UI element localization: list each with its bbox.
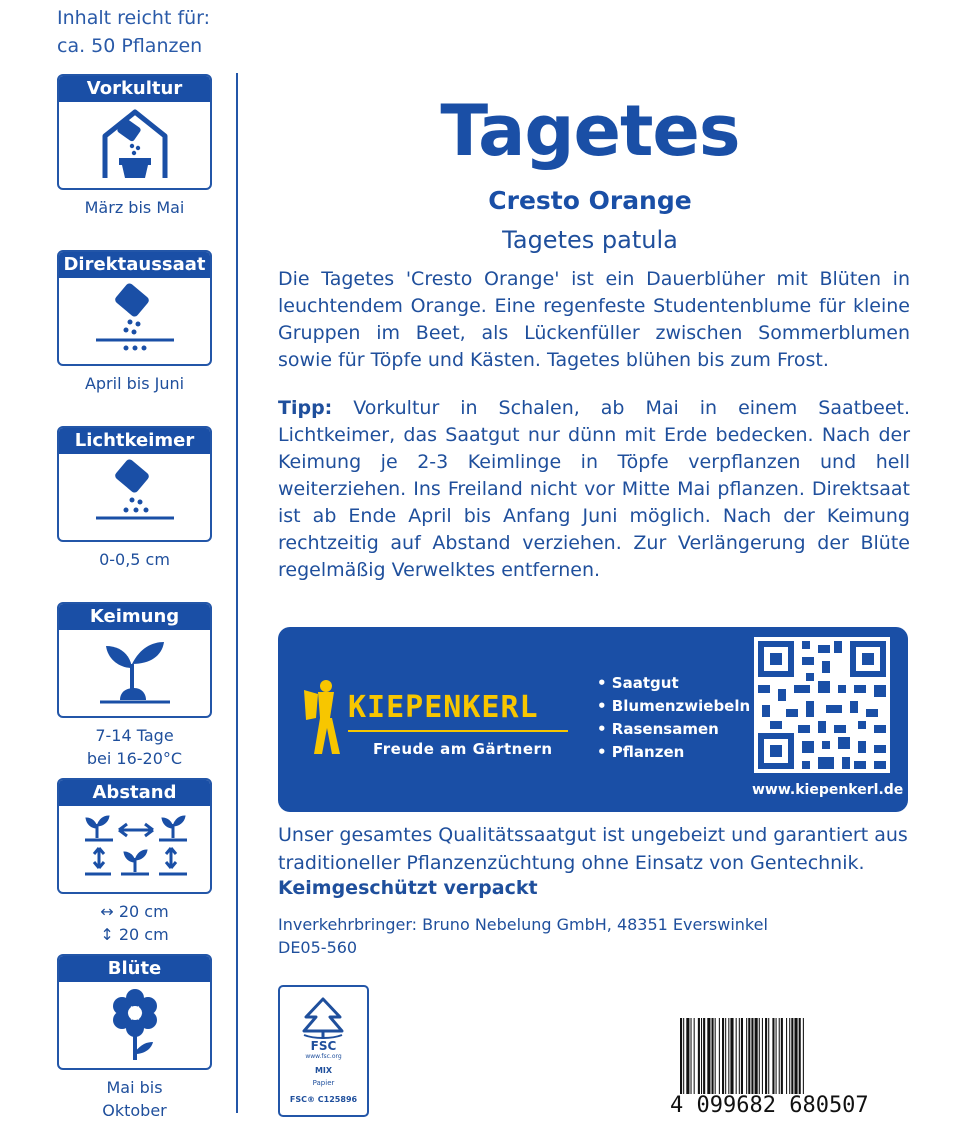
barcode-bar bbox=[786, 1018, 787, 1094]
product-item: • Blumenzwiebeln bbox=[597, 697, 751, 715]
barcode-bar bbox=[776, 1018, 777, 1094]
barcode-bar bbox=[686, 1018, 689, 1094]
card-box bbox=[57, 250, 212, 366]
card-caption bbox=[57, 724, 212, 770]
tip-text: Vorkultur in Schalen, ab Mai in einem Saatbeet. Lichtkeimer, das Saatgut nur dünn mit Erde bedecken. Nach der Keimung je 2-3 Keimlinge in Töpfe verpflanzen und hell weiterziehen. Ins Freiland nicht vor Mitte Mai pflanzen. Direktsaat ist ab Ende April bis Anfang Juni möglich. Nach der Keimung rechtzeitig auf Abstand verziehen. Zur Verlängerung der Blüte regelmäßig Verwelktes entfernen. bbox=[278, 397, 910, 581]
barcode-bar bbox=[683, 1018, 684, 1094]
card-bluete bbox=[57, 954, 212, 1122]
seed-packet-sowing-icon bbox=[59, 278, 210, 362]
card-box bbox=[57, 74, 212, 190]
barcode-bar bbox=[803, 1018, 804, 1094]
capacity-line-1: Inhalt reicht für: bbox=[57, 7, 211, 29]
card-caption: 0-0,5 cm bbox=[99, 550, 170, 569]
product-item: • Rasensamen bbox=[597, 720, 719, 738]
fsc-text: FSC bbox=[310, 1039, 337, 1053]
caption-line: Oktober bbox=[102, 1101, 167, 1120]
distributor-code: DE05-560 bbox=[278, 938, 358, 957]
card-title: Keimung bbox=[59, 604, 210, 630]
barcode bbox=[680, 1018, 908, 1094]
divider-line bbox=[236, 73, 238, 1113]
card-abstand bbox=[57, 778, 212, 946]
barcode-bar bbox=[791, 1018, 793, 1094]
brand-rule bbox=[348, 730, 568, 732]
barcode-bar bbox=[772, 1018, 774, 1094]
latin-name: Tagetes patula bbox=[502, 226, 678, 254]
product-title: Tagetes bbox=[440, 90, 740, 172]
card-title: Vorkultur bbox=[59, 76, 210, 102]
barcode-bar bbox=[728, 1018, 729, 1094]
barcode-bar bbox=[707, 1018, 710, 1094]
barcode-bar bbox=[762, 1018, 763, 1094]
barcode-bar bbox=[799, 1018, 801, 1094]
card-lichtkeimer bbox=[57, 426, 212, 571]
card-title: Direktaussaat bbox=[59, 252, 210, 278]
barcode-bar bbox=[712, 1018, 714, 1094]
barcode-bar bbox=[694, 1018, 695, 1094]
website-link[interactable]: www.kiepenkerl.de bbox=[752, 782, 904, 798]
card-keimung bbox=[57, 602, 212, 770]
fsc-code: FSC® C125896 bbox=[289, 1095, 358, 1104]
barcode-bar bbox=[715, 1018, 716, 1094]
barcode-number: 4 099682 680507 bbox=[670, 1093, 869, 1118]
card-vorkultur bbox=[57, 74, 212, 219]
card-caption: April bis Juni bbox=[84, 374, 185, 393]
hiker-logo-icon bbox=[300, 678, 348, 758]
barcode-bar bbox=[719, 1018, 720, 1094]
flower-icon bbox=[59, 982, 210, 1066]
card-title: Abstand bbox=[59, 780, 210, 806]
distributor-line: Inverkehrbringer: Bruno Nebelung GmbH, 48351 Everswinkel bbox=[278, 915, 768, 934]
product-item: • Saatgut bbox=[597, 674, 679, 692]
product-list bbox=[597, 672, 750, 764]
card-box bbox=[57, 954, 212, 1070]
capacity-note bbox=[57, 4, 210, 60]
barcode-bar bbox=[768, 1018, 769, 1094]
barcode-bar bbox=[739, 1018, 740, 1094]
distributor-info bbox=[278, 913, 768, 959]
barcode-bar bbox=[741, 1018, 743, 1094]
brand-slogan: Freude am Gärtnern bbox=[373, 740, 553, 758]
barcode-bar bbox=[703, 1018, 705, 1094]
card-title: Lichtkeimer bbox=[59, 428, 210, 454]
barcode-bar bbox=[759, 1018, 760, 1094]
fsc-paper: Papier bbox=[312, 1079, 335, 1087]
capacity-line-2: ca. 50 Pflanzen bbox=[57, 35, 203, 57]
card-box bbox=[57, 778, 212, 894]
barcode-bar bbox=[698, 1018, 700, 1094]
card-box bbox=[57, 602, 212, 718]
quality-text: Unser gesamtes Qualitätssaatgut ist ungebeizt und garantiert aus traditioneller Pflanzenzüchtung ohne Einsatz von Gentechnik. bbox=[278, 824, 908, 874]
barcode-bar bbox=[781, 1018, 783, 1094]
caption-line: 7-14 Tage bbox=[95, 726, 174, 745]
caption-line: ↔ 20 cm bbox=[100, 902, 169, 921]
description: Die Tagetes 'Cresto Orange' ist ein Dauerblüher mit Blüten in leuchtendem Orange. Eine regenfeste Studentenblume für kleine Gruppen im Beet, als Lückenfüller zwischen Sommerblumen sowie für Töpfe und Kästen. Tagetes blühen bis zum Frost. bbox=[278, 268, 910, 371]
barcode-bar bbox=[730, 1018, 733, 1094]
caption-line: ↕ 20 cm bbox=[100, 925, 169, 944]
seed-packet-surface-icon bbox=[59, 454, 210, 538]
barcode-bar bbox=[794, 1018, 797, 1094]
card-caption bbox=[57, 900, 212, 946]
barcode-bar bbox=[746, 1018, 747, 1094]
barcode-bar bbox=[725, 1018, 726, 1094]
fsc-tree-icon bbox=[296, 995, 350, 1039]
barcode-bar bbox=[722, 1018, 724, 1094]
qr-code-icon[interactable] bbox=[754, 637, 890, 773]
barcode-bar bbox=[748, 1018, 750, 1094]
card-title: Blüte bbox=[59, 956, 210, 982]
barcode-bar bbox=[736, 1018, 737, 1094]
barcode-bar bbox=[789, 1018, 790, 1094]
caption-line: bei 16-20°C bbox=[86, 749, 183, 768]
spacing-icon bbox=[59, 806, 210, 890]
caption-line: Mai bis bbox=[106, 1078, 163, 1097]
card-caption: März bis Mai bbox=[84, 198, 185, 217]
card-box bbox=[57, 426, 212, 542]
barcode-bar bbox=[751, 1018, 753, 1094]
product-item: • Pflanzen bbox=[597, 743, 685, 761]
protect-text: Keimgeschützt verpackt bbox=[278, 877, 538, 899]
barcode-bar bbox=[680, 1018, 682, 1094]
fsc-label bbox=[278, 985, 369, 1117]
tip-paragraph bbox=[278, 395, 910, 584]
card-direktaussaat bbox=[57, 250, 212, 395]
fsc-site: www.fsc.org bbox=[305, 1053, 342, 1060]
fsc-mix: MIX bbox=[314, 1066, 333, 1075]
seedling-icon bbox=[59, 630, 210, 714]
greenhouse-pot-icon bbox=[59, 102, 210, 186]
brand-name: KIEPENKERL bbox=[348, 690, 539, 725]
card-caption bbox=[57, 1076, 212, 1122]
barcode-bar bbox=[765, 1018, 767, 1094]
barcode-bar bbox=[691, 1018, 692, 1094]
tip-label: Tipp: bbox=[278, 397, 333, 419]
barcode-bar bbox=[779, 1018, 780, 1094]
variety-name: Cresto Orange bbox=[488, 186, 692, 215]
barcode-bar bbox=[755, 1018, 758, 1094]
barcode-bar bbox=[701, 1018, 702, 1094]
